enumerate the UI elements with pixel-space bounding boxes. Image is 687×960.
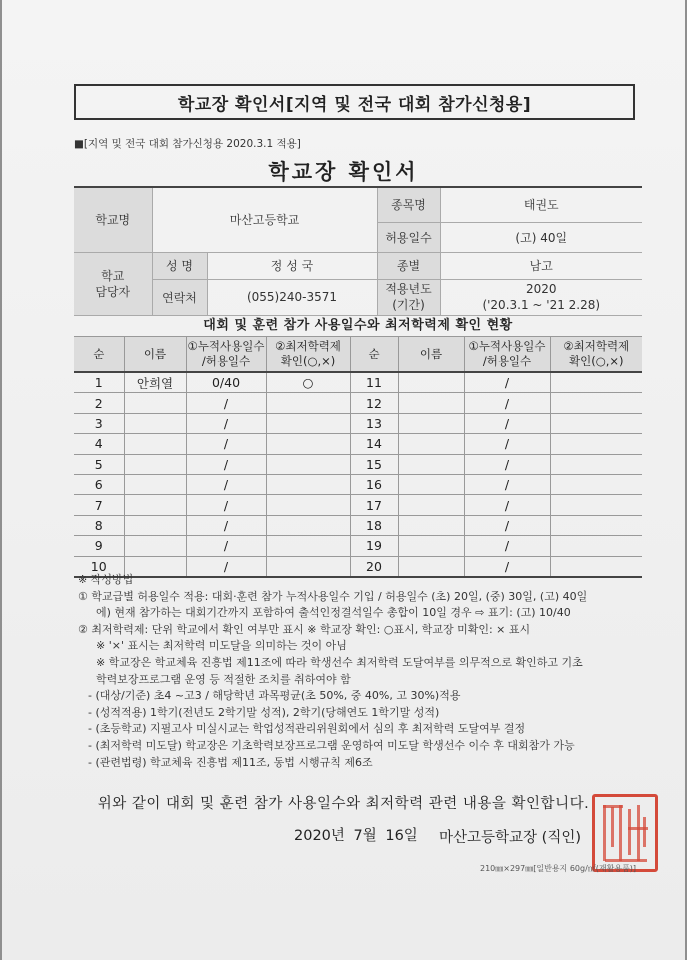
row-days: /	[186, 413, 266, 433]
row-no: 1	[74, 372, 124, 393]
row-days: /	[186, 474, 266, 494]
row-no: 16	[350, 474, 398, 494]
row-no: 4	[74, 434, 124, 454]
row-name	[398, 372, 464, 393]
table-row	[74, 474, 642, 494]
note-elementary: - (초등학교) 지필고사 미실시교는 학업성적관리위원회에서 심의 후 최저학력 도달여부 결정	[88, 722, 526, 736]
instructions	[78, 572, 648, 771]
confirmation-statement: 위와 같이 대회 및 훈련 참가 사용일수와 최저학력 관련 내용을 확인합니다.	[97, 796, 590, 812]
year-label-line1: 적용년도	[385, 282, 432, 296]
row-name: 안희열	[124, 372, 186, 393]
note-heading: ※ 작성방법	[78, 573, 134, 586]
header-name: 이름	[124, 337, 186, 373]
header-no-right: 순	[350, 337, 398, 373]
info-table	[74, 188, 642, 316]
table-row	[74, 434, 642, 454]
row-check	[266, 393, 350, 413]
row-name	[124, 393, 186, 413]
row-no: 18	[350, 515, 398, 535]
row-no: 8	[74, 515, 124, 535]
row-days: /	[186, 454, 266, 474]
row-no: 13	[350, 413, 398, 433]
row-days: /	[464, 495, 550, 515]
header-check-right-line2: 확인(○,×)	[568, 354, 624, 368]
row-no: 11	[350, 372, 398, 393]
table-row	[74, 393, 642, 413]
row-days: /	[464, 515, 550, 535]
note-target: - (대상/기준) 초4 ~고3 / 해당학년 과목평균(초 50%, 중 40%, 고 30%)적용	[88, 689, 461, 703]
header-days	[186, 337, 266, 373]
row-name	[398, 413, 464, 433]
row-name	[398, 454, 464, 474]
header-days-right	[464, 337, 550, 373]
name-value: 정 성 국	[207, 252, 377, 279]
document-header-box: 학교장 확인서[지역 및 전국 대회 참가신청용]	[74, 84, 635, 120]
contact-label: 연락처	[152, 279, 207, 315]
header-days-line1: ①누적사용일수	[187, 339, 265, 353]
header-days-right-line1: ①누적사용일수	[468, 339, 546, 353]
table-row	[74, 454, 642, 474]
school-label: 학교명	[74, 188, 152, 252]
row-no: 12	[350, 393, 398, 413]
row-days: /	[186, 556, 266, 577]
row-no: 3	[74, 413, 124, 433]
row-name	[398, 536, 464, 556]
header-check	[266, 337, 350, 373]
header-name-right: 이름	[398, 337, 464, 373]
header-no: 순	[74, 337, 124, 373]
note-item-1: ① 학교급별 허용일수 적용: 대회·훈련 참가 누적사용일수 기입 / 허용일수 (초) 20일, (중) 30일, (고) 40일	[78, 589, 588, 603]
note-not-reached: - (최저학력 미도달) 학교장은 기초학력보장프로그램 운영하여 미도달 학생선수 이수 후 대회참가 가능	[88, 738, 575, 752]
row-name	[398, 474, 464, 494]
table-row	[74, 495, 642, 515]
row-check	[266, 434, 350, 454]
header-check-line2: 확인(○,×)	[280, 354, 336, 368]
row-check	[550, 515, 642, 535]
category-value: 남고	[440, 252, 642, 279]
note-x-meaning: ※ '×' 표시는 최저학력 미도달을 의미하는 것이 아님	[96, 639, 347, 653]
header-check-right-line1: ②최저학력제	[563, 339, 630, 353]
row-no: 20	[350, 556, 398, 577]
row-days: /	[464, 556, 550, 577]
note-item-1-example: 에) 현재 참가하는 대회기간까지 포함하여 출석인정결석일수 총합이 10일 경우 ⇨ 표기: (고) 10/40	[96, 606, 571, 620]
row-check	[550, 393, 642, 413]
participation-table	[74, 336, 642, 578]
header-check-line1: ②최저학력제	[275, 339, 341, 353]
paper-spec-footer: 210㎜×297㎜[일반용지 60g/㎡(재활용품)]	[480, 864, 637, 873]
row-days: /	[464, 413, 550, 433]
header-days-right-line2: /허용일수	[482, 354, 532, 368]
form-subtitle: ■[지역 및 전국 대회 참가신청용 2020.3.1 적용]	[74, 138, 301, 150]
note-principal-duty-cont: 학력보장프로그램 운영 등 적절한 조치를 취하여야 함	[96, 672, 351, 686]
official-seal-stamp	[592, 794, 658, 872]
row-days: /	[186, 536, 266, 556]
row-name	[124, 515, 186, 535]
row-no: 17	[350, 495, 398, 515]
row-no: 7	[74, 495, 124, 515]
row-check	[266, 474, 350, 494]
year-value	[440, 279, 642, 315]
row-days: /	[464, 372, 550, 393]
year-value-line1: 2020	[525, 282, 557, 296]
row-no: 5	[74, 454, 124, 474]
note-principal-duty: ※ 학교장은 학교체육 진흥법 제11조에 따라 학생선수 최저학력 도달여부를 의무적으로 확인하고 기초	[96, 655, 583, 669]
row-days: /	[186, 434, 266, 454]
row-name	[398, 434, 464, 454]
table-row	[74, 515, 642, 535]
note-law: - (관련법령) 학교체육 진흥법 제11조, 동법 시행규칙 제6조	[88, 755, 373, 769]
manager-label-line1: 학교	[101, 268, 125, 283]
header-days-line2: /허용일수	[201, 354, 251, 368]
year-value-line2: ('20.3.1 ~ '21 2.28)	[482, 298, 601, 312]
row-no: 6	[74, 474, 124, 494]
table-row	[74, 413, 642, 433]
row-check	[266, 536, 350, 556]
contact-value: (055)240-3571	[207, 279, 377, 315]
row-days: /	[186, 515, 266, 535]
row-name	[124, 413, 186, 433]
row-days: /	[464, 474, 550, 494]
row-check	[550, 495, 642, 515]
row-days: 0/40	[186, 372, 266, 393]
manager-label-line2: 담당자	[95, 284, 131, 299]
row-name	[124, 474, 186, 494]
row-days: /	[464, 536, 550, 556]
row-check	[550, 454, 642, 474]
year-label-line2: (기간)	[392, 298, 425, 312]
row-check	[266, 454, 350, 474]
row-check	[550, 434, 642, 454]
table-row	[74, 536, 642, 556]
form-title: 학교장 확인서	[268, 160, 419, 184]
row-check	[266, 515, 350, 535]
section-title: 대회 및 훈련 참가 사용일수와 최저학력제 확인 현황	[203, 318, 513, 333]
row-days: /	[186, 393, 266, 413]
row-no: 19	[350, 536, 398, 556]
table-header-row	[74, 337, 642, 373]
row-no: 10	[74, 556, 124, 577]
principal-signature: 마산고등학교장 (직인)	[439, 830, 581, 846]
sport-value: 태권도	[440, 188, 642, 222]
row-name	[124, 536, 186, 556]
row-days: /	[464, 393, 550, 413]
allowed-days-value: (고) 40일	[440, 222, 642, 252]
row-no: 14	[350, 434, 398, 454]
row-days: /	[186, 495, 266, 515]
sport-label: 종목명	[377, 188, 440, 222]
row-days: /	[464, 434, 550, 454]
row-name	[398, 495, 464, 515]
issue-date: 2020년 7월 16일	[294, 828, 418, 844]
year-label	[377, 279, 440, 315]
row-check	[266, 413, 350, 433]
row-no: 15	[350, 454, 398, 474]
school-value: 마산고등학교	[152, 188, 377, 252]
row-check	[550, 474, 642, 494]
category-label: 종별	[377, 252, 440, 279]
row-no: 9	[74, 536, 124, 556]
row-name	[124, 454, 186, 474]
row-check	[550, 536, 642, 556]
note-item-2: ② 최저학력제: 단위 학교에서 확인 여부만 표시 ※ 학교장 확인: ○표시, 학교장 미확인: × 표시	[78, 622, 531, 636]
row-name	[124, 495, 186, 515]
row-check: ○	[266, 372, 350, 393]
row-no: 2	[74, 393, 124, 413]
row-check	[550, 413, 642, 433]
row-check	[550, 372, 642, 393]
header-check-right	[550, 337, 642, 373]
note-grades: - (성적적용) 1학기(전년도 2학기말 성적), 2학기(당해연도 1학기말 성적)	[88, 705, 440, 719]
manager-label	[74, 252, 152, 315]
row-name	[398, 393, 464, 413]
row-check	[266, 495, 350, 515]
row-name	[398, 515, 464, 535]
allowed-days-label: 허용일수	[377, 222, 440, 252]
document-page	[2, 0, 685, 960]
row-days: /	[464, 454, 550, 474]
name-label: 성 명	[152, 252, 207, 279]
table-row	[74, 372, 642, 393]
row-name	[124, 434, 186, 454]
